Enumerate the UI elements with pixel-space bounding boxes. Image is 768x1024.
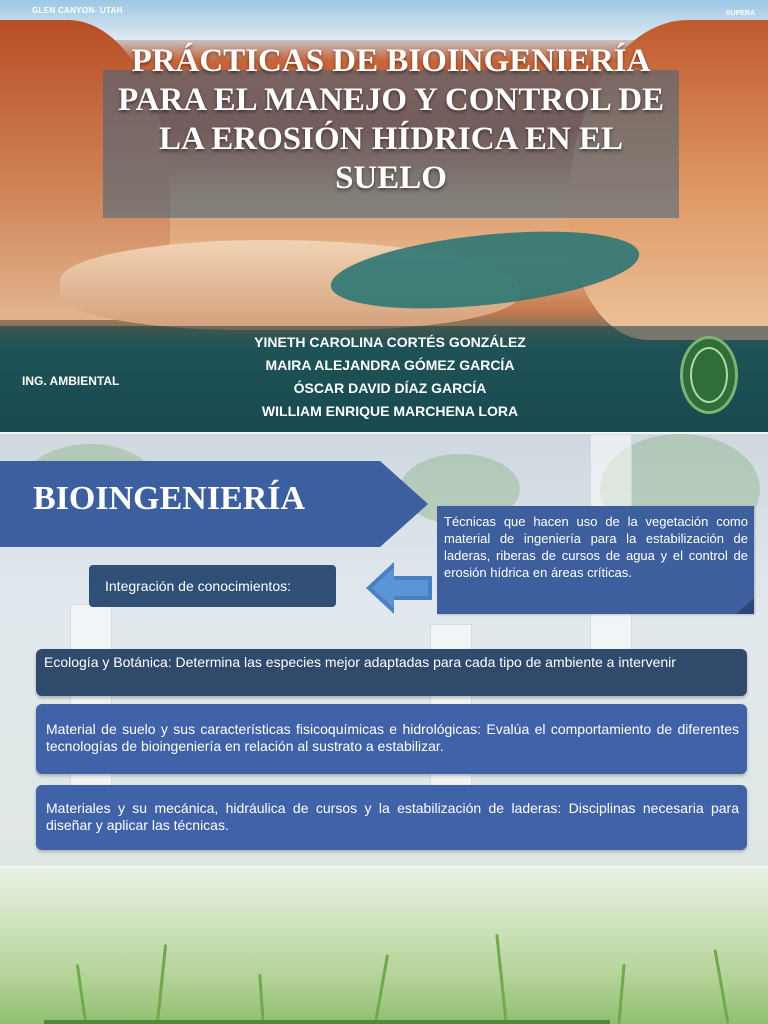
heading-banner-arrow xyxy=(380,461,428,547)
left-arrow-icon xyxy=(366,562,432,614)
grass-blade xyxy=(374,954,389,1023)
author-name: YINETH CAROLINA CORTÉS GONZÁLEZ xyxy=(254,334,526,350)
integration-label: Integración de conocimientos: xyxy=(105,578,291,594)
grass-slide xyxy=(0,868,768,1024)
grass-blade xyxy=(76,964,87,1024)
bioengineering-slide xyxy=(0,434,768,866)
corner-label: SUPERA xyxy=(726,10,756,17)
definition-fold xyxy=(736,598,754,614)
grass-blade xyxy=(617,964,625,1024)
grass-blade xyxy=(495,934,507,1024)
grass-blade xyxy=(714,949,730,1023)
author-name: ÓSCAR DAVID DÍAZ GARCÍA xyxy=(293,380,487,396)
bottom-divider xyxy=(44,1020,610,1024)
seal-inner-ring xyxy=(690,347,728,403)
grass-blade xyxy=(258,974,264,1024)
slide-title: PRÁCTICAS DE BIOINGENIERÍA PARA EL MANEJO Y CONTROL DE LA EROSIÓN HÍDRICA EN EL SUELO xyxy=(117,43,665,196)
program-label: ING. AMBIENTAL xyxy=(22,374,120,388)
knowledge-card-text: Material de suelo y sus características fisicoquímicas e hidrológicas: Evalúa el comportamiento de diferentes tecnologías de bioingeniería en relación al sustrato a estabilizar. xyxy=(46,721,739,754)
authors-list xyxy=(190,331,590,423)
university-seal-icon xyxy=(680,336,738,414)
location-label: GLEN CANYON- UTAH xyxy=(32,6,123,15)
title-slide xyxy=(0,0,768,432)
slide-heading: BIOINGENIERÍA xyxy=(33,480,306,517)
author-name: MAIRA ALEJANDRA GÓMEZ GARCÍA xyxy=(265,357,515,373)
author-name: WILLIAM ENRIQUE MARCHENA LORA xyxy=(261,403,519,419)
definition-text: Técnicas que hacen uso de la vegetación como material de ingeniería para la estabilización de laderas, riberas de cursos de agua y el control de erosión hídrica en áreas críticas. xyxy=(444,514,748,580)
knowledge-card-text: Materiales y su mecánica, hidráulica de cursos y la estabilización de laderas: Disciplinas necesaria para diseñar y aplicar las técnicas. xyxy=(46,800,739,833)
grass-blade xyxy=(156,944,167,1024)
knowledge-card-text: Ecología y Botánica: Determina las especies mejor adaptadas para cada tipo de ambiente a intervenir xyxy=(44,654,676,670)
